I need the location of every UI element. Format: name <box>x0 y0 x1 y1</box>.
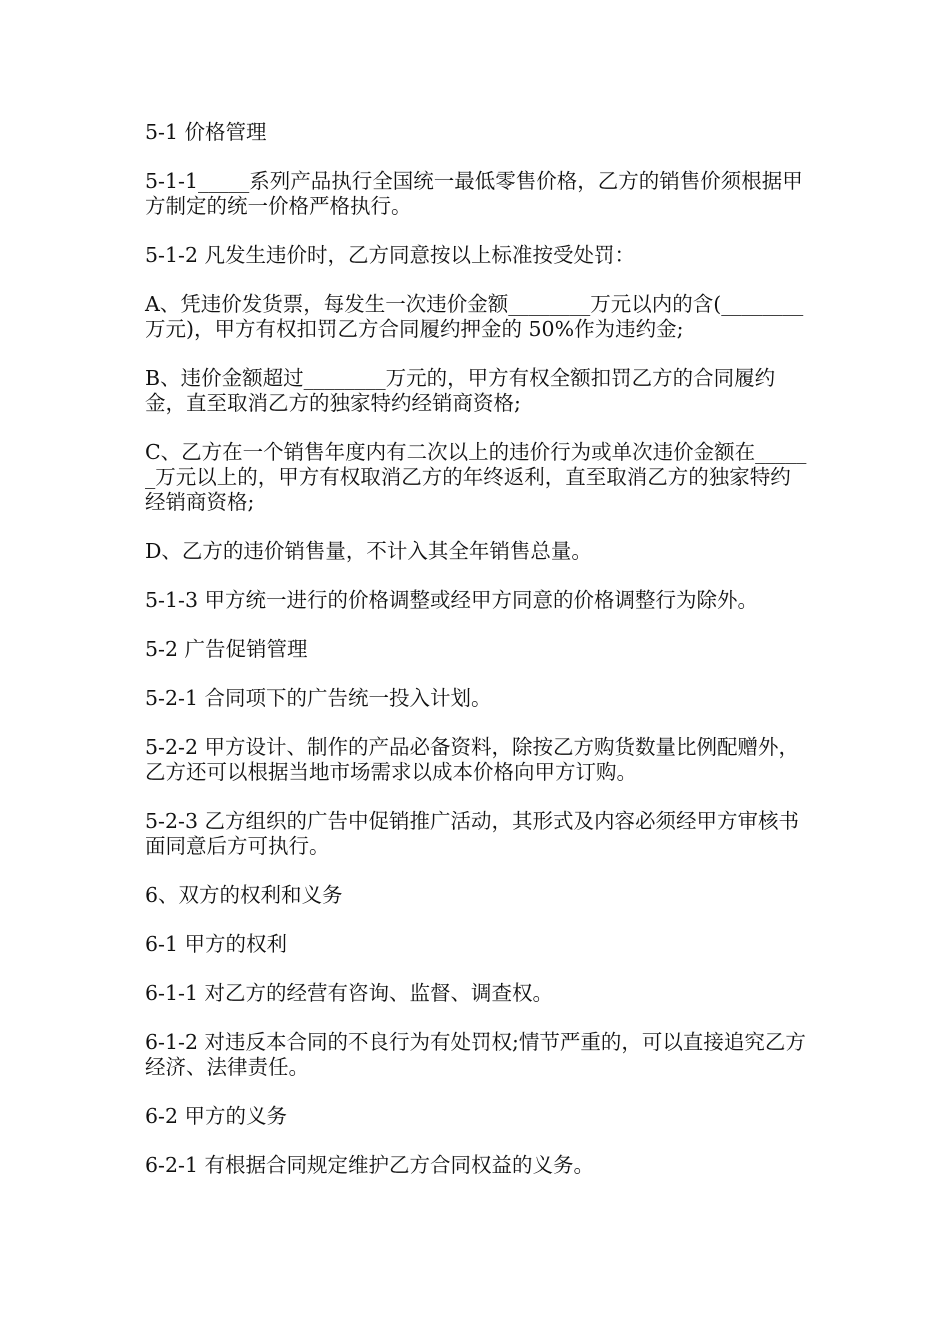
clause-5-1-1: 5-1-1_____系列产品执行全国统一最低零售价格，乙方的销售价须根据甲方制定的统一价格严格执行。 <box>145 169 803 218</box>
clause-item-a: A、凭违价发货票，每发生一次违价金额________万元以内的含(________万元)，甲方有权扣罚乙方合同履约押金的 50%作为违约金; <box>145 292 804 341</box>
clause-item-c: C、乙方在一个销售年度内有二次以上的违价行为或单次违价金额在______万元以上的，甲方有权取消乙方的年终返利，直至取消乙方的独家特约经销商资格; <box>145 440 807 514</box>
clause-5-2-1: 5-2-1 合同项下的广告统一投入计划。 <box>145 686 492 710</box>
clause-6-1-1: 6-1-1 对乙方的经营有咨询、监督、调查权。 <box>145 981 553 1005</box>
section-heading-6-1: 6-1 甲方的权利 <box>145 932 288 956</box>
clause-5-2-2: 5-2-2 甲方设计、制作的产品必备资料，除按乙方购货数量比例配赠外，乙方还可以根据当地市场需求以成本价格向甲方订购。 <box>145 735 799 784</box>
section-heading-6: 6、双方的权利和义务 <box>145 883 343 907</box>
clause-5-1-3: 5-1-3 甲方统一进行的价格调整或经甲方同意的价格调整行为除外。 <box>145 588 758 612</box>
clause-6-1-2: 6-1-2 对违反本合同的不良行为有处罚权;情节严重的，可以直接追究乙方经济、法律责任。 <box>145 1030 806 1079</box>
document-page <box>145 120 810 1202</box>
clause-item-d: D、乙方的违价销售量，不计入其全年销售总量。 <box>145 539 592 563</box>
section-heading-6-2: 6-2 甲方的义务 <box>145 1104 288 1128</box>
clause-6-2-1: 6-2-1 有根据合同规定维护乙方合同权益的义务。 <box>145 1153 594 1177</box>
clause-5-2-3: 5-2-3 乙方组织的广告中促销推广活动，其形式及内容必须经甲方审核书面同意后方可执行。 <box>145 809 799 858</box>
clause-5-1-2: 5-1-2 凡发生违价时，乙方同意按以上标准按受处罚： <box>145 243 635 267</box>
clause-item-b: B、违价金额超过________万元的，甲方有权全额扣罚乙方的合同履约金，直至取消乙方的独家特约经销商资格; <box>145 366 776 415</box>
section-heading-5-2: 5-2 广告促销管理 <box>145 637 308 661</box>
section-heading-5-1: 5-1 价格管理 <box>145 120 267 144</box>
